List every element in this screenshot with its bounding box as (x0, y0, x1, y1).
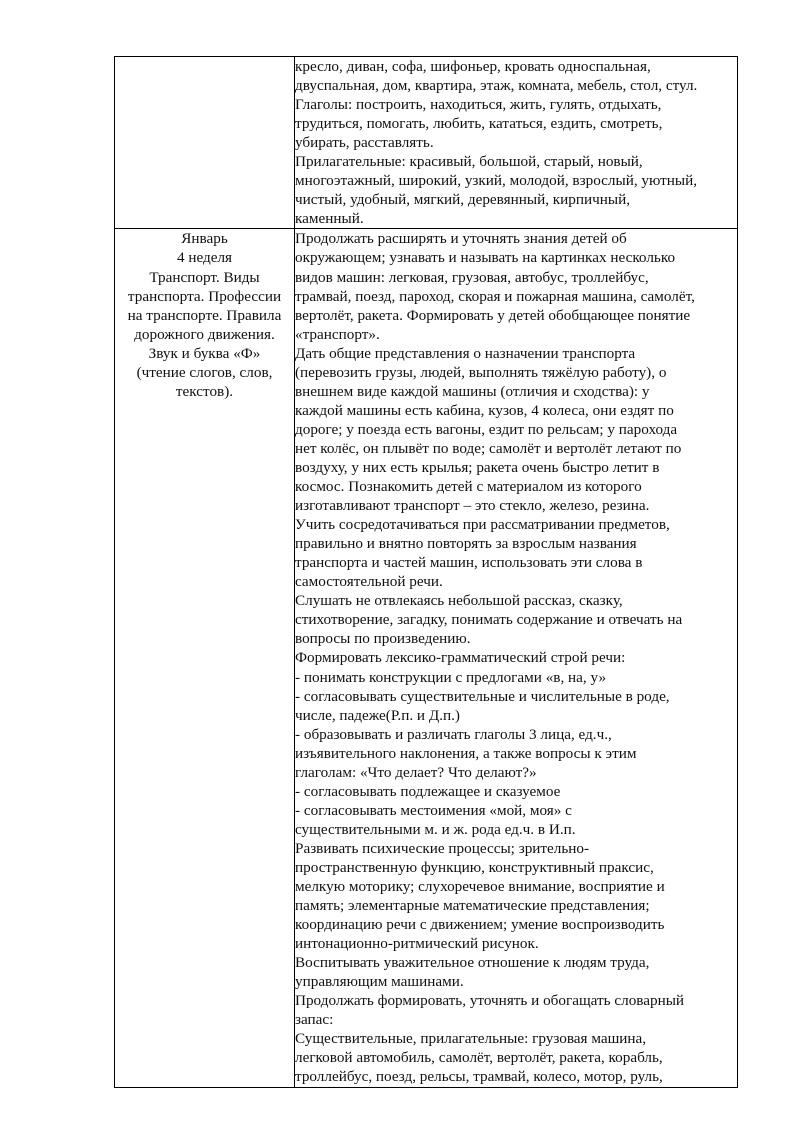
text-line: (чтение слогов, слов, (136, 363, 273, 381)
text-line: трудиться, помогать, любить, кататься, ездить, смотреть, (295, 115, 663, 133)
text-line: (перевозить грузы, людей, выполнять тяжёлую работу), о (295, 363, 667, 381)
text-line: дорожного движения. (134, 325, 275, 343)
text-line: легковой автомобиль, самолёт, вертолёт, ракета, корабль, (295, 1049, 663, 1067)
text-line: запас: (295, 1011, 334, 1029)
lesson-plan-table (114, 56, 738, 1088)
text-line: числе, падеже(Р.п. и Д.п.) (295, 706, 460, 724)
text-line: - согласовывать подлежащее и сказуемое (295, 782, 561, 800)
text-line: существительными м. и ж. рода ед.ч. в И.п. (295, 820, 576, 838)
text-line: Развивать психические процессы; зрительно- (295, 839, 590, 857)
text-line: нет колёс, он плывёт по воде; самолёт и вертолёт летают по (295, 439, 682, 457)
text-line: управляющим машинами. (295, 973, 464, 991)
text-line: двуспальная, дом, квартира, этаж, комната, мебель, стол, стул. (295, 77, 698, 95)
text-line: Глаголы: построить, находиться, жить, гулять, отдыхать, (295, 96, 662, 114)
text-line: Учить сосредотачиваться при рассматривании предметов, (295, 516, 670, 534)
text-line: изъявительного наклонения, а также вопросы к этим (295, 744, 637, 762)
text-line: воздуху, у них есть крылья; ракета очень быстро летит в (295, 458, 660, 476)
text-line: пространственную функцию, конструктивный праксис, (295, 858, 654, 876)
text-line: Продолжать формировать, уточнять и обогащать словарный (295, 992, 685, 1010)
text-line: Дать общие представления о назначении транспорта (295, 344, 636, 362)
text-line: Воспитывать уважительное отношение к людям труда, (295, 954, 650, 972)
period-cell (115, 229, 295, 1087)
content-cell (295, 229, 738, 1087)
text-line: - образовывать и различать глаголы 3 лица, ед.ч., (295, 725, 612, 743)
text-line: на транспорте. Правила (127, 306, 282, 324)
text-line: стихотворение, загадку, понимать содержание и отвечать на (295, 611, 683, 629)
text-line: «транспорт». (295, 325, 380, 343)
period-cell (115, 57, 295, 229)
text-line: Транспорт. Виды (149, 268, 260, 286)
text-line: - согласовывать местоимения «мой, моя» с (295, 801, 572, 819)
text-line: троллейбус, поезд, рельсы, трамвай, колесо, мотор, руль, (295, 1068, 663, 1086)
text-line: глаголам: «Что делает? Что делают?» (295, 763, 537, 781)
text-line: Январь (181, 230, 228, 248)
text-line: вертолёт, ракета. Формировать у детей обобщающее понятие (295, 306, 691, 324)
text-line: интонационно-ритмический рисунок. (295, 935, 539, 953)
text-line: чистый, удобный, мягкий, деревянный, кирпичный, (295, 191, 631, 209)
text-line: 4 неделя (176, 249, 233, 267)
text-line: память; элементарные математические представления; (295, 897, 650, 915)
text-line: текстов). (175, 382, 234, 400)
text-line: Слушать не отвлекаясь небольшой рассказ, сказку, (295, 592, 623, 610)
text-line: видов машин: легковая, грузовая, автобус, троллейбус, (295, 268, 649, 286)
text-line: Прилагательные: красивый, большой, старый, новый, (295, 153, 643, 171)
text-line: транспорта. Профессии (127, 287, 282, 305)
text-line: самостоятельной речи. (295, 573, 443, 591)
text-line: Звук и буква «Ф» (148, 344, 261, 362)
text-line: многоэтажный, широкий, узкий, молодой, взрослый, уютный, (295, 172, 698, 190)
text-line: изготавливают транспорт – это стекло, железо, резина. (295, 497, 650, 515)
table-row (115, 57, 738, 229)
content-cell (295, 57, 738, 229)
text-line: окружающем; узнавать и называть на картинках несколько (295, 249, 676, 267)
text-line: дороге; у поезда есть вагоны, ездит по рельсам; у парохода (295, 420, 678, 438)
text-line: Продолжать расширять и уточнять знания детей об (295, 230, 627, 248)
text-line: убирать, расставлять. (295, 134, 434, 152)
text-line: каждой машины есть кабина, кузов, 4 колеса, они ездят по (295, 401, 674, 419)
text-line: правильно и внятно повторять за взрослым названия (295, 535, 637, 553)
text-line: кресло, диван, софа, шифоньер, кровать односпальная, (295, 58, 651, 75)
text-line: трамвай, поезд, пароход, скорая и пожарная машина, самолёт, (295, 287, 695, 305)
text-line: вопросы по произведению. (295, 630, 471, 648)
text-line: космос. Познакомить детей с материалом из которого (295, 478, 642, 496)
table-row (115, 229, 738, 1087)
text-line: внешнем виде каждой машины (отличия и сходства): у (295, 382, 650, 400)
text-line: - согласовывать существительные и числительные в роде, (295, 687, 670, 705)
text-line: - понимать конструкции с предлогами «в, на, у» (295, 668, 607, 686)
text-line: мелкую моторику; слухоречевое внимание, восприятие и (295, 878, 665, 896)
text-line: Существительные, прилагательные: грузовая машина, (295, 1030, 647, 1048)
text-line: каменный. (295, 210, 364, 228)
text-line: Формировать лексико-грамматический строй речи: (295, 649, 626, 667)
text-line: координацию речи с движением; умение воспроизводить (295, 916, 665, 934)
text-line: транспорта и частей машин, использовать эти слова в (295, 554, 643, 572)
